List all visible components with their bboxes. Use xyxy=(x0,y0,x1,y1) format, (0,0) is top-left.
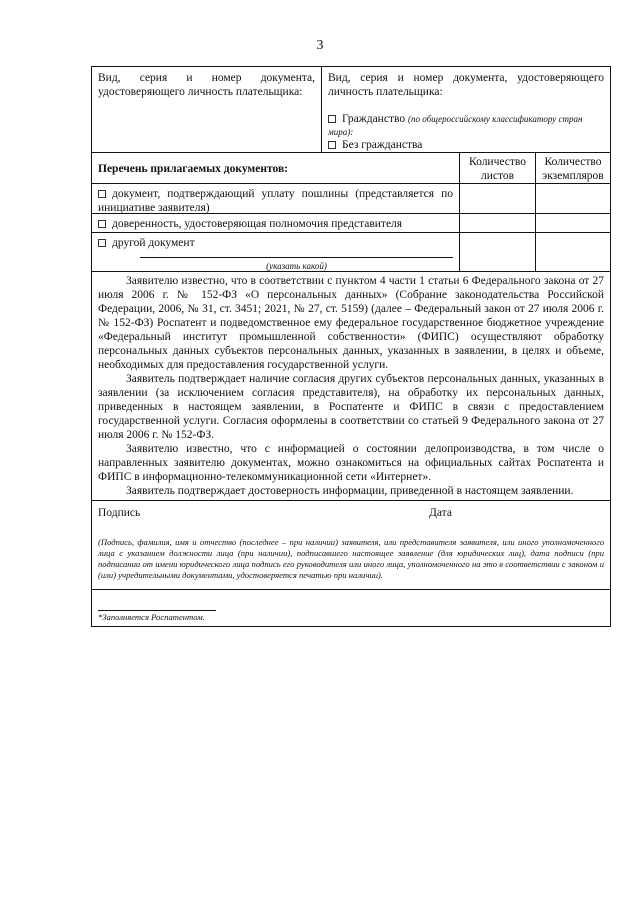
statements-row xyxy=(92,271,610,500)
page-number: 3 xyxy=(316,38,324,53)
other-copies-field[interactable] xyxy=(535,233,610,271)
statement-accuracy: Заявитель подтверждает достоверность информации, приведенной в настоящем заявлении. xyxy=(126,485,574,497)
fee-document-checkbox[interactable] xyxy=(98,190,106,198)
payer-id-right[interactable] xyxy=(321,67,610,152)
application-form xyxy=(91,66,611,627)
statement-information: Заявителю известно, что с информацией о состоянии делопроизводства, в том числе о направленных заявителю документах, можно ознакомиться на официальных сайтах Роспатента и ФИПС в информационно-телекоммуникационной сети «Интернет». xyxy=(98,443,604,483)
date-label: Дата xyxy=(429,507,452,519)
poa-sheets-field[interactable] xyxy=(459,214,535,232)
signature-note: (Подпись, фамилия, имя и отчество (последнее – при наличии) заявителя, или представителя заявителя, или иного уполномоченного лица с указанием должности лица (при наличии), подписавшего настоящее заявление (для юридических лиц), дата подписи (при подписании от имени юридического лица подпись его руководителя или иного лица, уполномоченного на это в соответствии с законом и (или) учредительными документами, удостоверяется печатью при наличии). xyxy=(98,537,604,580)
citizenship-option[interactable] xyxy=(328,113,604,139)
document-item-other[interactable] xyxy=(92,233,459,271)
poa-copies-field[interactable] xyxy=(535,214,610,232)
footnote-row xyxy=(92,589,610,626)
footnote: *Заполняется Роспатентом. xyxy=(98,610,216,622)
other-sheets-field[interactable] xyxy=(459,233,535,271)
power-of-attorney-checkbox[interactable] xyxy=(98,220,106,228)
applicant-id-row xyxy=(92,67,610,152)
payer-id-left-label: Вид, серия и номер документа, удостоверяющего личность плательщика: xyxy=(98,72,315,98)
statement-personal-data: Заявителю известно, что в соответствии с пунктом 4 части 1 статьи 6 Федерального закона от 27 июля 2006 г. № 152-ФЗ «О персональных данных» (Собрание законодательства Российской Федерации, 2006, № 31, ст. 3451; 2021, № 27, ст. 5159) (далее – Федеральный закон от 27 июля 2006 г. № 152-ФЗ) Роспатент и подведомственное ему федеральное государственное бюджетное учреждение «Федеральный институт промышленной собственности» (ФИПС) осуществляют обработку персональных данных субъектов персональных данных, указанных в заявлении, в целях и объеме, необходимых для предоставления государственной услуги. xyxy=(98,275,604,371)
other-document-label: другой документ xyxy=(112,237,195,249)
document-row xyxy=(92,232,610,271)
signature-label: Подпись xyxy=(98,507,141,519)
fee-document-label: документ, подтверждающий уплату пошлины (представляется по инициативе заявителя) xyxy=(98,188,453,214)
no-citizenship-label: Без гражданства xyxy=(342,139,423,151)
statement-consent: Заявитель подтверждает наличие согласия других субъектов персональных данных, указанных в заявлении (за исключением согласия представителя), на обработку их персональных данных, приведенных в настоящем заявлении, в Роспатенте и ФИПС в связи с предоставлением государственной услуги. Согласия оформлены в соответствии со статьей 9 Федерального закона от 27 июля 2006 г. № 152-ФЗ. xyxy=(98,373,604,441)
document-row xyxy=(92,183,610,213)
no-citizenship-checkbox[interactable] xyxy=(328,141,336,149)
copies-column-header: Количество экземпляров xyxy=(535,153,610,183)
power-of-attorney-label: доверенность, удостоверяющая полномочия представителя xyxy=(112,218,403,230)
documents-header: Перечень прилагаемых документов: xyxy=(98,163,288,175)
citizenship-colon: : xyxy=(350,127,354,137)
payer-id-right-label: Вид, серия и номер документа, удостоверяющего личность плательщика: xyxy=(328,72,604,98)
citizenship-checkbox[interactable] xyxy=(328,115,336,123)
document-item-fee[interactable] xyxy=(92,184,459,213)
statements-block xyxy=(92,272,610,500)
payer-id-left[interactable] xyxy=(92,67,321,152)
no-citizenship-option[interactable] xyxy=(328,139,604,152)
fee-copies-field[interactable] xyxy=(535,184,610,213)
fee-sheets-field[interactable] xyxy=(459,184,535,213)
documents-header-row xyxy=(92,152,610,183)
document-item-power-of-attorney[interactable] xyxy=(92,214,459,232)
citizenship-label: Гражданство xyxy=(342,113,406,125)
specify-hint: (указать какой) xyxy=(140,257,453,273)
signature-row xyxy=(92,500,610,589)
other-document-checkbox[interactable] xyxy=(98,239,106,247)
sheets-column-header: Количество листов xyxy=(459,153,535,183)
citizenship-note: (по общероссийскому классификатору стран мира) xyxy=(328,114,583,137)
document-row xyxy=(92,213,610,232)
